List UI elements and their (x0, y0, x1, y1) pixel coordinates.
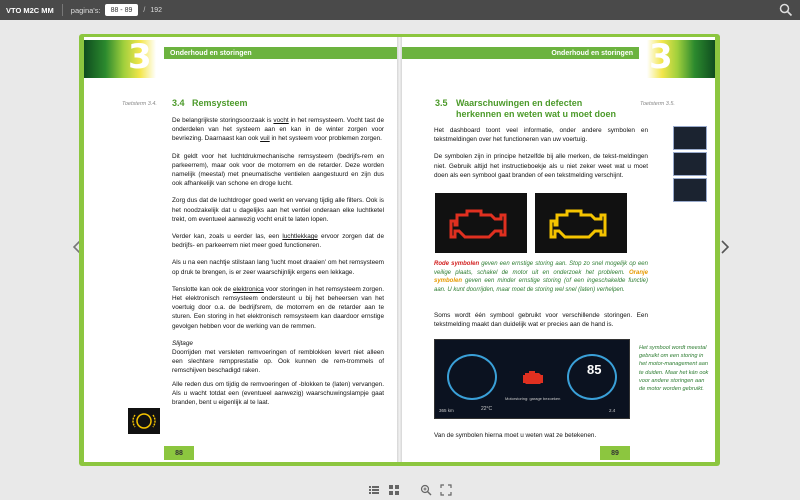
pages-label: pagina's: (70, 5, 101, 15)
right-body-text (434, 126, 648, 188)
dashboard-temperature: 22°C (481, 406, 493, 412)
book-spread (79, 34, 720, 466)
left-section-title: Remsysteem (192, 98, 248, 108)
paragraph: De belangrijkste storingsoorzaak is vocht in het remsysteem. Vocht tast de onderdelen van het systeem aan en kan in de winter zorgen voor bevriezing. Daarnaast kan ook vuil in het systeem voor problemen zorgen. (172, 117, 384, 143)
left-section-number: 3.4 (172, 98, 185, 108)
right-body-text-2 (434, 311, 648, 337)
thumbnail-image (673, 126, 707, 150)
fullscreen-icon[interactable] (440, 484, 452, 496)
paragraph: Soms wordt één symbool gebruikt voor verschillende storingen. Een tekstmelding maakt dan duidelijk wat er precies aan de hand is. (434, 312, 648, 329)
total-pages: 192 (150, 6, 163, 14)
dashboard-engine-icon (521, 368, 545, 384)
page-separator: / (143, 6, 146, 14)
zoom-in-icon[interactable] (420, 484, 432, 496)
bottom-toolbar (368, 484, 452, 496)
right-header-text: Onderhoud en storingen (551, 49, 633, 57)
side-note: Het symbool wordt meestal gebruikt om een storing in het motor-management aan te duiden. Maar het kán ook voor andere storingen aan de motor worden gebruikt. (639, 345, 709, 393)
toolbar-divider (62, 4, 63, 16)
dashboard-speed: 85 (587, 362, 602, 377)
chapter-number: 3 (649, 37, 673, 77)
search-icon[interactable] (779, 3, 793, 17)
side-image-strip (673, 126, 707, 210)
top-toolbar (0, 0, 800, 20)
document-title: VTO M2C MM (6, 5, 54, 15)
left-page (84, 37, 397, 462)
paragraph: Als u na een nachtje stilstaan lang 'lucht moet draaien' om het remsysteem op druk te brengen, is er zeer waarschijnlijk ergens een lekkage. (172, 259, 384, 276)
paragraph: Van de symbolen hierna moet u weten wat ze betekenen. (434, 432, 597, 439)
brake-warning-icon (128, 408, 160, 434)
dashboard-km: 365 km (439, 408, 454, 413)
right-section-title: Waarschuwingen en defecten herkennen en weten wat u moet doen (456, 98, 617, 119)
right-page (402, 37, 715, 462)
red-engine-warning-icon (435, 193, 527, 253)
paragraph: Slijtage Doorrijden met versleten remvoeringen of remblokken levert niet alleen een slechtere rempprestatie op. Ook kunnen de rem-trommels of remschijven beschadigd raken. (172, 339, 384, 375)
dashboard-value: 2.4 (609, 408, 616, 413)
thumbnail-image (673, 152, 707, 176)
left-header-text: Onderhoud en storingen (170, 49, 252, 57)
paragraph: Tenslotte kan ook de elektronica voor storingen in het remsysteem zorgen. Het elektronisch remsysteem ondersteunt u bij het beheersen van het voertuig door o.a. de bedrijfsrem, de motorrem en de retarder aan te sturen. Een storing in het elektronisch remsysteem kan daardoor ernstige gevolgen hebben voor de werking van de remmen. (172, 285, 384, 330)
right-side-label: Toetsterm 3.5. (640, 101, 675, 107)
right-section-number: 3.5 (435, 98, 448, 108)
left-body-text (172, 116, 384, 415)
paragraph: Dit geldt voor het luchtdrukmechanische remsysteem (bedrijfs-rem en parkeerrem), maar ook voor de motorrem en de retarder. Deze worden namelijk (meestal) met pneumatische ventielen aangestuurd en zijn dus ook afhankelijk van schone en droge lucht. (172, 152, 384, 188)
gauge-left (447, 354, 497, 400)
page-number-input[interactable]: 88 - 89 (105, 4, 139, 16)
dashboard-message: Motorstoring: garage bezoeken (505, 396, 561, 401)
thumbnail-image (673, 178, 707, 202)
paragraph: Zorg dus dat de luchtdroger goed werkt en vervang tijdig alle filters. Ook is het noodzakelijk dat u dagelijks aan het ventiel onderaan elke luchtketel trekt, om eventueel aanwezig vocht eruit te laten lopen. (172, 197, 384, 223)
paragraph: Het dashboard toont veel informatie, onder andere symbolen en tekstmeldingen over het functioneren van uw voertuig. (434, 127, 648, 144)
right-page-header (402, 47, 639, 59)
chapter-number: 3 (128, 37, 152, 77)
color-caption: Rode symbolen geven een ernstige storing aan. Stop zo snel mogelijk op een veilige plaats, schakel de motor uit en onderzoek het probleem. Oranje symbolen geven een minder ernstige storing (of een ingeschakelde functie) aan. U kunt doorrijden, maar moet de storing wel snel (laten) verhelpen. (434, 261, 648, 293)
left-side-label: Toetsterm 3.4. (122, 101, 157, 107)
next-page-arrow[interactable] (721, 240, 731, 256)
list-view-icon[interactable] (368, 484, 380, 496)
tool-spacer (408, 484, 412, 496)
dashboard-photo (434, 339, 630, 419)
orange-engine-warning-icon (535, 193, 627, 253)
paragraph: De symbolen zijn in principe hetzelfde bij alle merken, de tekst-meldingen niet. Gebruik altijd het instructieboekje als u niet zeker weet wat u moet doen als een symbool gaat branden of een tekstmelding verschijnt. (434, 153, 648, 179)
gauge-right (567, 354, 617, 400)
grid-view-icon[interactable] (388, 484, 400, 496)
paragraph: Verder kan, zoals u eerder las, een luchtlekkage ervoor zorgen dat de bedrijfs- en parkeerrem niet meer goed functioneren. (172, 233, 384, 250)
right-page-number: 89 (600, 446, 630, 460)
paragraph: Alle reden dus om tijdig de remvoeringen of -blokken te (laten) vervangen. Als u wacht totdat een (eventueel aanwezig) waarschuwingslampje gaat branden, bent u eigenlijk al te laat. (172, 380, 384, 407)
left-page-number: 88 (164, 446, 194, 460)
left-page-header (164, 47, 397, 59)
